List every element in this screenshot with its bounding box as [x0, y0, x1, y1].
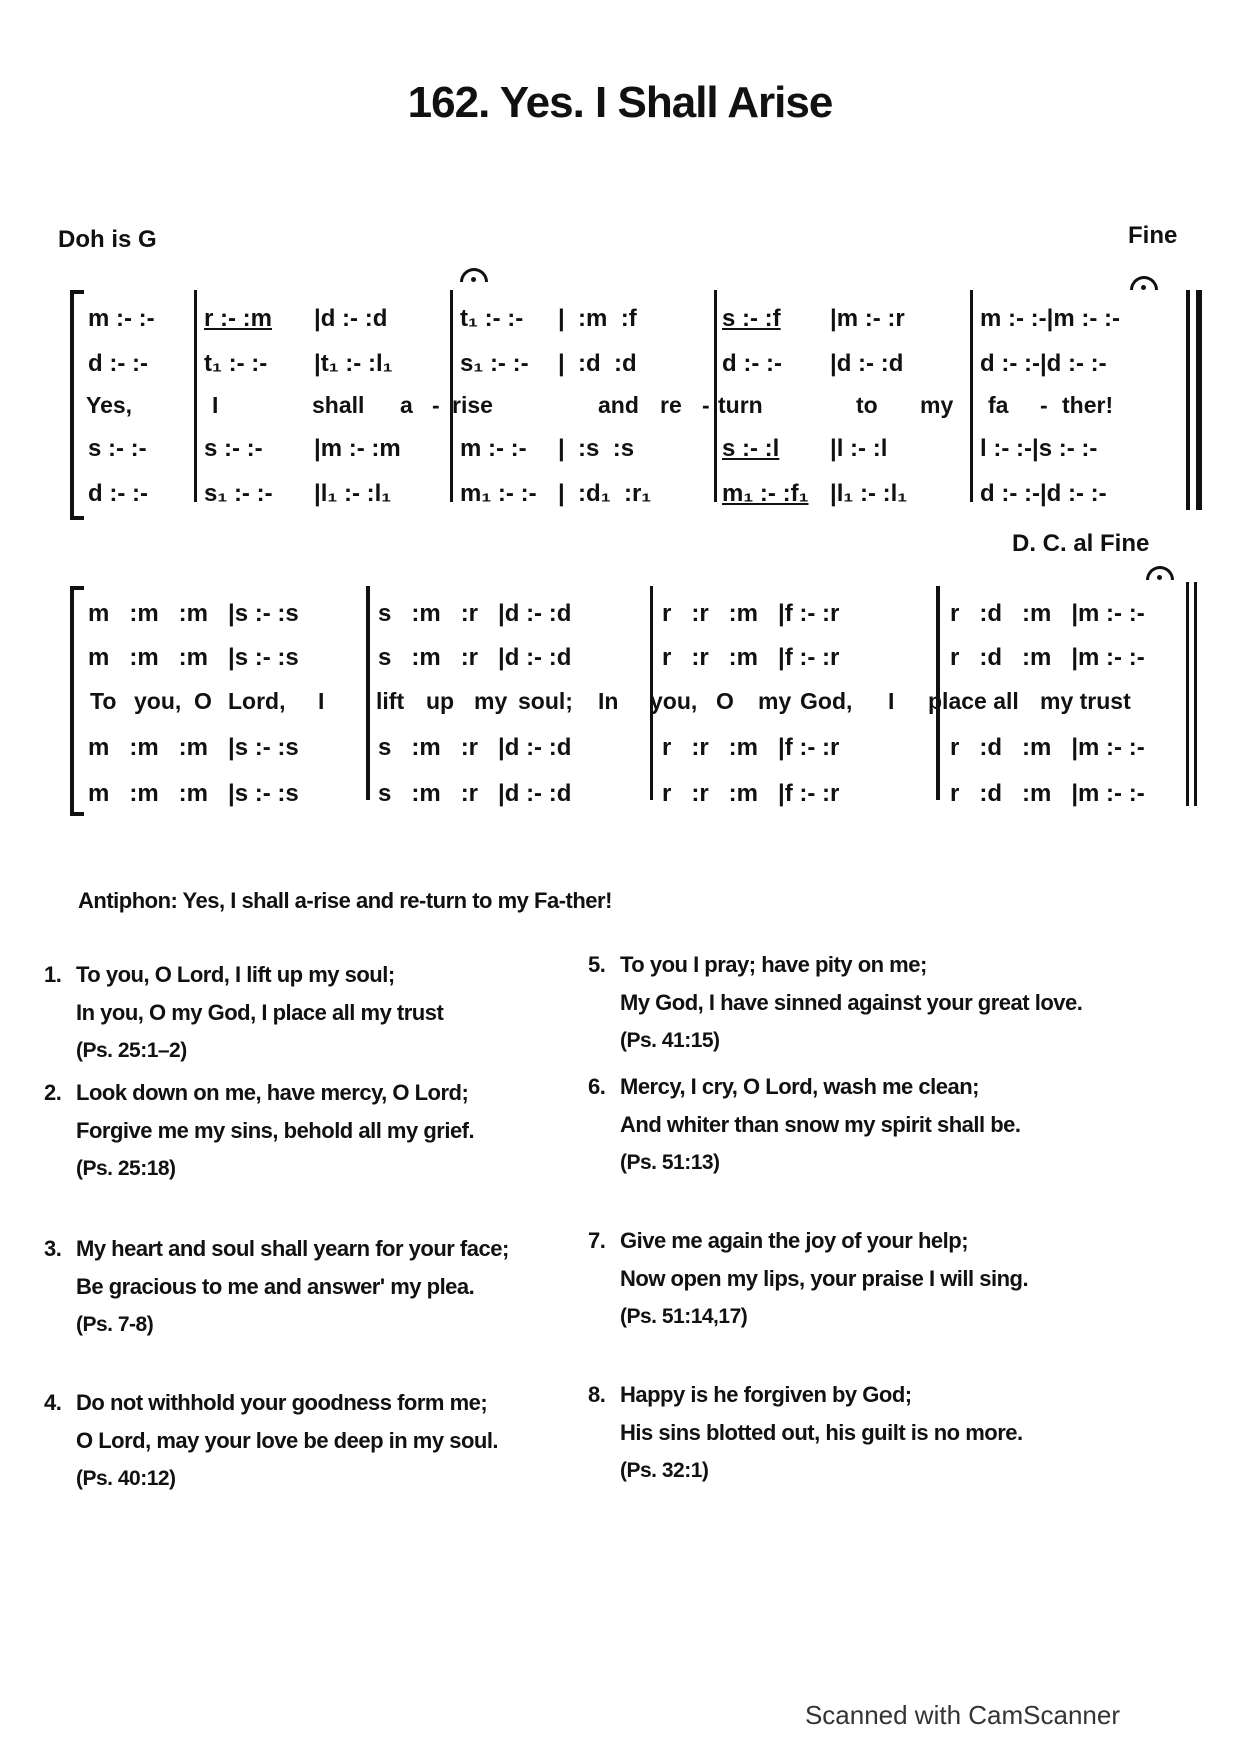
solfa-cell: d :- :-|d :- :- — [980, 350, 1107, 377]
lyric-word: I — [318, 688, 325, 714]
final-bar-line — [1186, 582, 1189, 806]
verse-number: 6. — [588, 1074, 606, 1099]
bar-line — [714, 290, 717, 502]
verse-number: 7. — [588, 1228, 606, 1253]
antiphon: Antiphon: Yes, I shall a-rise and re-turn to my Fa-ther! — [78, 888, 612, 913]
lyric-word: up — [426, 688, 455, 714]
solfa-cell: | :m :f — [558, 305, 637, 332]
lyric-word: fa — [988, 392, 1009, 418]
verse-line: My God, I have sinned against your great love. — [620, 990, 1083, 1015]
solfa-cell: |l₁ :- :l₁ — [830, 480, 908, 507]
solfa-cell: |m :- :r — [830, 305, 905, 332]
solfa-cell: m :m :m |s :- :s — [88, 780, 299, 807]
solfa-cell: d :- :- — [88, 480, 148, 507]
verse-line: Forgive me my sins, behold all my grief. — [76, 1118, 475, 1143]
lyric-word: - — [432, 392, 440, 418]
verse-reference: (Ps. 7-8) — [76, 1313, 154, 1336]
solfa-cell: r :d :m |m :- :- — [950, 734, 1145, 761]
lyric-word: my — [474, 688, 508, 714]
solfa-cell: s₁ :- :- — [204, 480, 273, 507]
system-bracket — [70, 290, 84, 520]
solfa-cell: r :r :m |f :- :r — [662, 780, 840, 807]
solfa-cell: m₁ :- :f₁ — [722, 480, 809, 507]
lyric-word: and — [598, 392, 639, 418]
verse-number: 3. — [44, 1236, 62, 1261]
final-bar-line — [1194, 582, 1197, 806]
bar-line — [194, 290, 197, 502]
verse-reference: (Ps. 41:15) — [620, 1029, 720, 1052]
lyric-word: - — [1040, 392, 1048, 418]
verse-number: 4. — [44, 1390, 62, 1415]
solfa-cell: m :m :m |s :- :s — [88, 644, 299, 671]
lyric-word: I — [212, 392, 219, 418]
solfa-cell: r :r :m |f :- :r — [662, 734, 840, 761]
lyric-word: O — [194, 688, 212, 714]
solfa-cell: | :s :s — [558, 435, 635, 462]
final-bar-line — [1186, 290, 1190, 510]
lyric-word: I — [888, 688, 895, 714]
solfa-cell: | :d₁ :r₁ — [558, 480, 652, 507]
verse-number: 1. — [44, 962, 62, 987]
solfa-cell: r :d :m |m :- :- — [950, 600, 1145, 627]
final-bar-line — [1196, 290, 1202, 510]
solfa-cell: m₁ :- :- — [460, 480, 537, 507]
dc-al-fine-marking: D. C. al Fine — [1012, 530, 1150, 557]
lyric-word: a — [400, 392, 413, 418]
verse-line: To you, O Lord, I lift up my soul; — [76, 962, 395, 987]
lyric-word: re — [660, 392, 682, 418]
verse-reference: (Ps. 25:18) — [76, 1157, 176, 1180]
verse-number: 2. — [44, 1080, 62, 1105]
lyric-word: turn — [718, 392, 763, 418]
solfa-cell: s :m :r |d :- :d — [378, 734, 572, 761]
solfa-cell: s :m :r |d :- :d — [378, 600, 572, 627]
verse-5 — [588, 946, 1083, 1060]
solfa-cell: d :- :- — [88, 350, 148, 377]
lyric-word: To — [90, 688, 117, 714]
verse-7 — [588, 1222, 1029, 1336]
solfa-cell: r :d :m |m :- :- — [950, 780, 1145, 807]
lyric-word: you, — [650, 688, 698, 714]
solfa-cell: m :- :- — [88, 305, 155, 332]
verse-2 — [44, 1074, 475, 1188]
solfa-cell: |l :- :l — [830, 435, 888, 462]
verse-3 — [44, 1230, 509, 1344]
verse-reference: (Ps. 51:13) — [620, 1151, 720, 1174]
solfa-cell: r :d :m |m :- :- — [950, 644, 1145, 671]
verse-line: In you, O my God, I place all my trust — [76, 1000, 444, 1025]
verse-line: Do not withhold your goodness form me; — [76, 1390, 488, 1415]
verse-line: My heart and soul shall yearn for your face; — [76, 1236, 509, 1261]
solfa-cell: t₁ :- :- — [204, 350, 268, 377]
verse-line: Be gracious to me and answer' my plea. — [76, 1274, 475, 1299]
verse-number: 8. — [588, 1382, 606, 1407]
solfa-cell: r :r :m |f :- :r — [662, 644, 840, 671]
verse-4 — [44, 1384, 499, 1498]
solfa-cell: s :- :l — [722, 435, 780, 462]
solfa-cell: r :- :m — [204, 305, 272, 332]
key-signature: Doh is G — [58, 226, 157, 253]
solfa-cell: m :m :m |s :- :s — [88, 600, 299, 627]
solfa-cell: m :- :-|m :- :- — [980, 305, 1121, 332]
page-title: 162. Yes. I Shall Arise — [407, 78, 833, 127]
solfa-cell: s :m :r |d :- :d — [378, 644, 572, 671]
lyric-word: rise — [452, 392, 493, 418]
solfa-cell: |d :- :d — [314, 305, 388, 332]
verse-line: Give me again the joy of your help; — [620, 1228, 969, 1253]
verse-number: 5. — [588, 952, 606, 977]
fine-marking: Fine — [1128, 222, 1178, 249]
verse-line: O Lord, may your love be deep in my soul. — [76, 1428, 499, 1453]
solfa-cell: s₁ :- :- — [460, 350, 529, 377]
lyric-word: soul; — [518, 688, 573, 714]
lyric-word: Lord, — [228, 688, 286, 714]
lyric-word: you, — [134, 688, 182, 714]
verse-line: Now open my lips, your praise I will sing. — [620, 1266, 1029, 1291]
verse-reference: (Ps. 32:1) — [620, 1459, 709, 1482]
lyric-word: my — [920, 392, 954, 418]
lyric-word: In — [598, 688, 619, 714]
solfa-cell: l :- :-|s :- :- — [980, 435, 1098, 462]
verse-1 — [44, 956, 444, 1070]
lyric-word: place all — [928, 688, 1019, 714]
verse-reference: (Ps. 25:1–2) — [76, 1039, 187, 1062]
solfa-cell: m :m :m |s :- :s — [88, 734, 299, 761]
verse-reference: (Ps. 40:12) — [76, 1467, 176, 1490]
verse-line: Look down on me, have mercy, O Lord; — [76, 1080, 469, 1105]
verse-8 — [588, 1376, 1023, 1490]
solfa-cell: r :r :m |f :- :r — [662, 600, 840, 627]
lyric-word: ther! — [1062, 392, 1114, 418]
lyric-word: my — [758, 688, 792, 714]
fermata-icon — [460, 268, 488, 282]
verse-line: Happy is he forgiven by God; — [620, 1382, 912, 1407]
solfa-cell: |t₁ :- :l₁ — [314, 350, 393, 377]
solfa-cell: s :m :r |d :- :d — [378, 780, 572, 807]
solfa-cell: d :- :- — [722, 350, 782, 377]
bar-line — [970, 290, 973, 502]
solfa-cell: t₁ :- :- — [460, 305, 524, 332]
solfa-cell: s :- :f — [722, 305, 781, 332]
lyric-word: lift — [376, 688, 405, 714]
lyric-word: - — [702, 392, 710, 418]
verse-line: To you I pray; have pity on me; — [620, 952, 927, 977]
lyric-word: O — [716, 688, 734, 714]
lyric-word: Yes, — [86, 392, 133, 418]
bar-line — [366, 586, 370, 800]
lyric-word: to — [856, 392, 878, 418]
verse-6 — [588, 1068, 1021, 1182]
solfa-cell: d :- :-|d :- :- — [980, 480, 1107, 507]
system-bracket — [70, 586, 84, 816]
lyric-word: God, — [800, 688, 853, 714]
verse-line: His sins blotted out, his guilt is no more. — [620, 1420, 1023, 1445]
solfa-cell: |l₁ :- :l₁ — [314, 480, 392, 507]
fermata-icon — [1146, 566, 1174, 580]
fermata-icon — [1130, 276, 1158, 290]
solfa-cell: |d :- :d — [830, 350, 904, 377]
scanner-watermark: Scanned with CamScanner — [804, 1700, 1120, 1730]
verse-line: And whiter than snow my spirit shall be. — [620, 1112, 1021, 1137]
solfa-cell: s :- :- — [204, 435, 263, 462]
solfa-cell: | :d :d — [558, 350, 637, 377]
solfa-cell: m :- :- — [460, 435, 527, 462]
verse-reference: (Ps. 51:14,17) — [620, 1305, 748, 1328]
verse-line: Mercy, I cry, O Lord, wash me clean; — [620, 1074, 979, 1099]
solfa-cell: |m :- :m — [314, 435, 401, 462]
lyric-word: my trust — [1040, 688, 1131, 714]
solfa-cell: s :- :- — [88, 435, 147, 462]
lyric-word: shall — [312, 392, 365, 418]
